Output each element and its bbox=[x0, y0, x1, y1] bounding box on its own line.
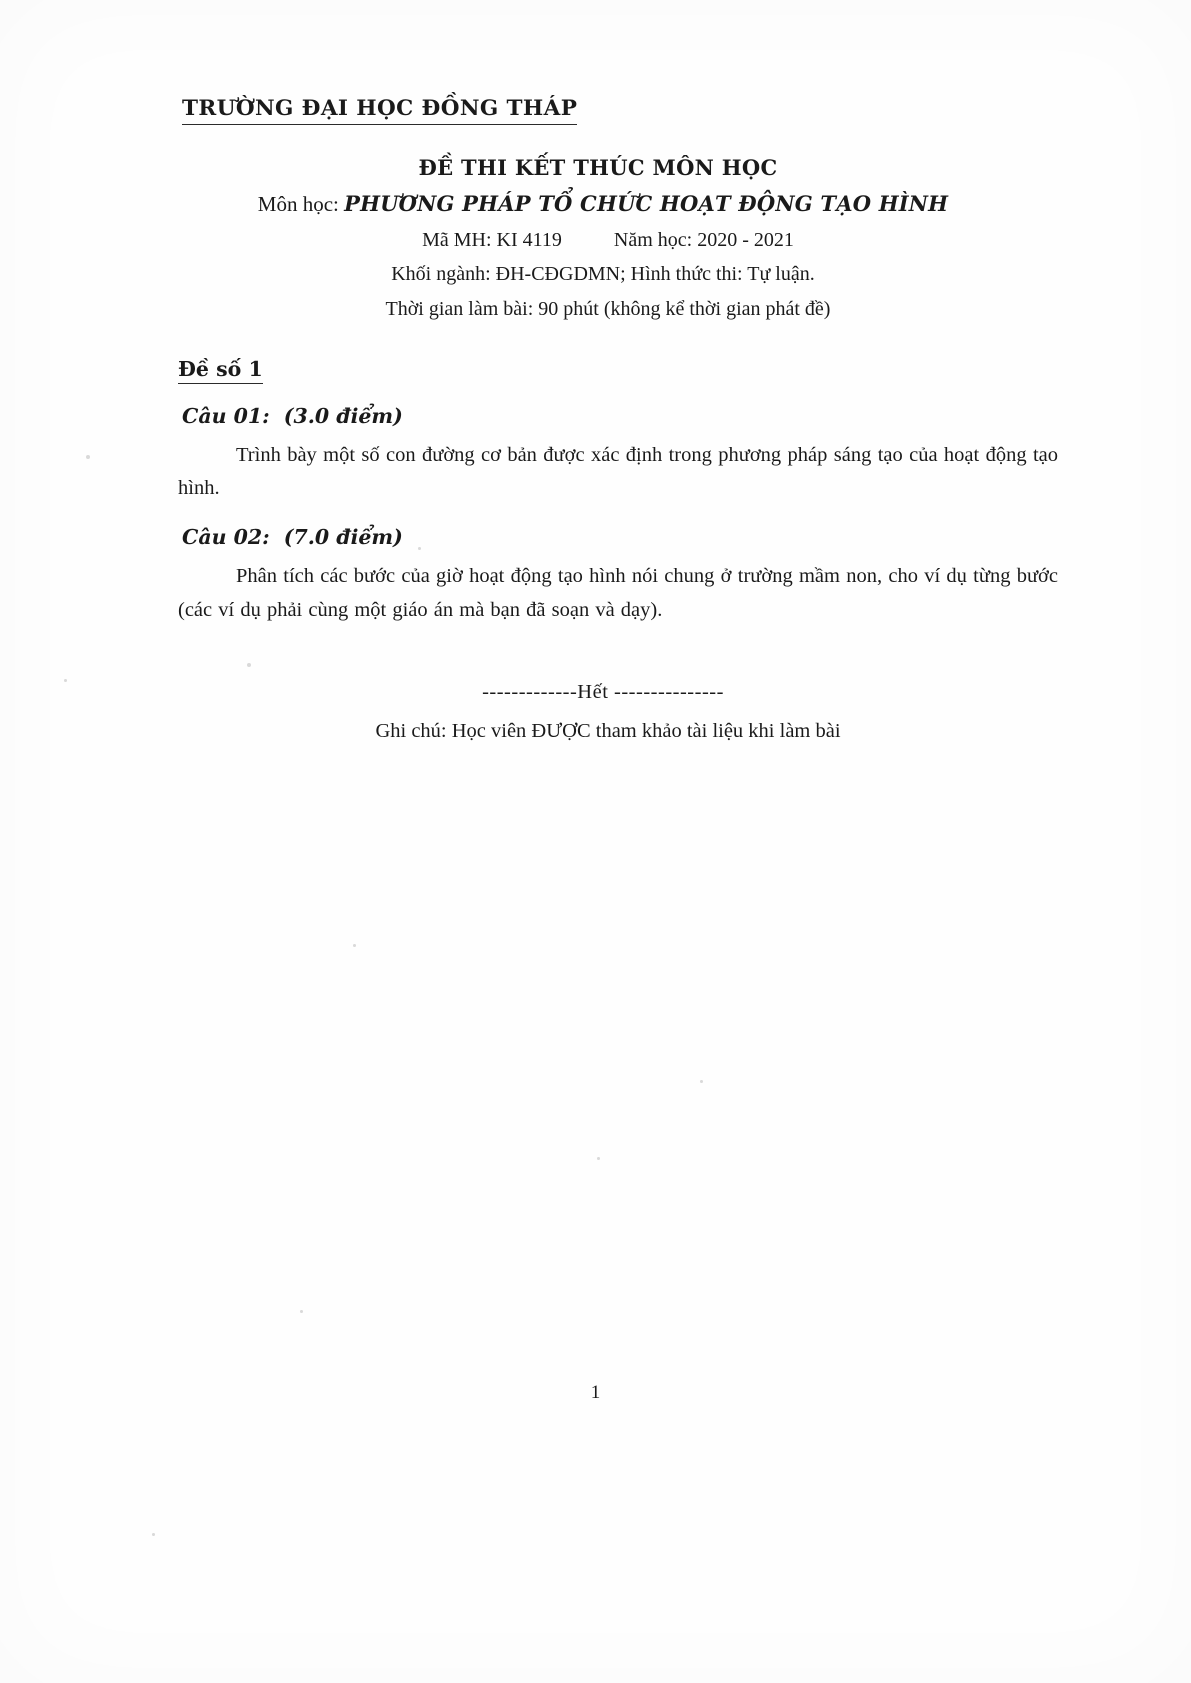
question-1-points: (3.0 điểm) bbox=[283, 404, 403, 428]
course-code: Mã MH: KI 4119 bbox=[422, 229, 562, 251]
university-name: TRƯỜNG ĐẠI HỌC ĐỒNG THÁP bbox=[182, 96, 577, 125]
exam-duration: Thời gian làm bài: 90 phút (không kể thời gian phát đề) bbox=[385, 298, 831, 320]
page-number: 1 bbox=[590, 1382, 601, 1403]
subject-label: Môn học: bbox=[257, 192, 339, 216]
exam-note: Ghi chú: Học viên ĐƯỢC tham khảo tài liệu khi làm bài bbox=[375, 719, 841, 742]
question-2-label: Câu 02: bbox=[182, 525, 270, 550]
course-code-line bbox=[178, 229, 1058, 252]
subject-line bbox=[178, 191, 1058, 217]
question-1-label: Câu 01: bbox=[182, 404, 270, 428]
scan-speck bbox=[300, 1310, 303, 1313]
question-1-heading bbox=[182, 404, 1058, 428]
question-2-points: (7.0 điểm) bbox=[283, 525, 403, 550]
scan-speck bbox=[64, 679, 67, 682]
exam-number: Đề số 1 bbox=[178, 357, 263, 384]
end-marker: -------------Hết --------------- bbox=[482, 680, 724, 703]
scan-speck bbox=[597, 1157, 600, 1160]
branch-and-exam-form: Khối ngành: ĐH-CĐGDMN; Hình thức thi: Tự luận. bbox=[391, 263, 815, 285]
question-1-text: Trình bày một số con đường cơ bản được xác định trong phương pháp sáng tạo của hoạt động tạo hình. bbox=[178, 444, 1058, 500]
document-content bbox=[178, 96, 1058, 743]
scan-speck bbox=[86, 455, 90, 459]
scan-speck bbox=[353, 944, 356, 947]
question-2-heading bbox=[182, 525, 1058, 549]
scan-speck bbox=[152, 1533, 155, 1536]
academic-year: Năm học: 2020 - 2021 bbox=[613, 229, 794, 251]
question-2-text: Phân tích các bước của giờ hoạt động tạo hình nói chung ở trường mầm non, cho ví dụ từng bước (các ví dụ phải cùng một giáo án mà bạn đã soạn và dạy). bbox=[178, 565, 1058, 621]
scan-speck bbox=[700, 1080, 703, 1083]
subject-value: PHƯƠNG PHÁP TỔ CHỨC HOẠT ĐỘNG TẠO HÌNH bbox=[344, 191, 949, 216]
exam-title: ĐỀ THI KẾT THÚC MÔN HỌC bbox=[418, 155, 778, 180]
